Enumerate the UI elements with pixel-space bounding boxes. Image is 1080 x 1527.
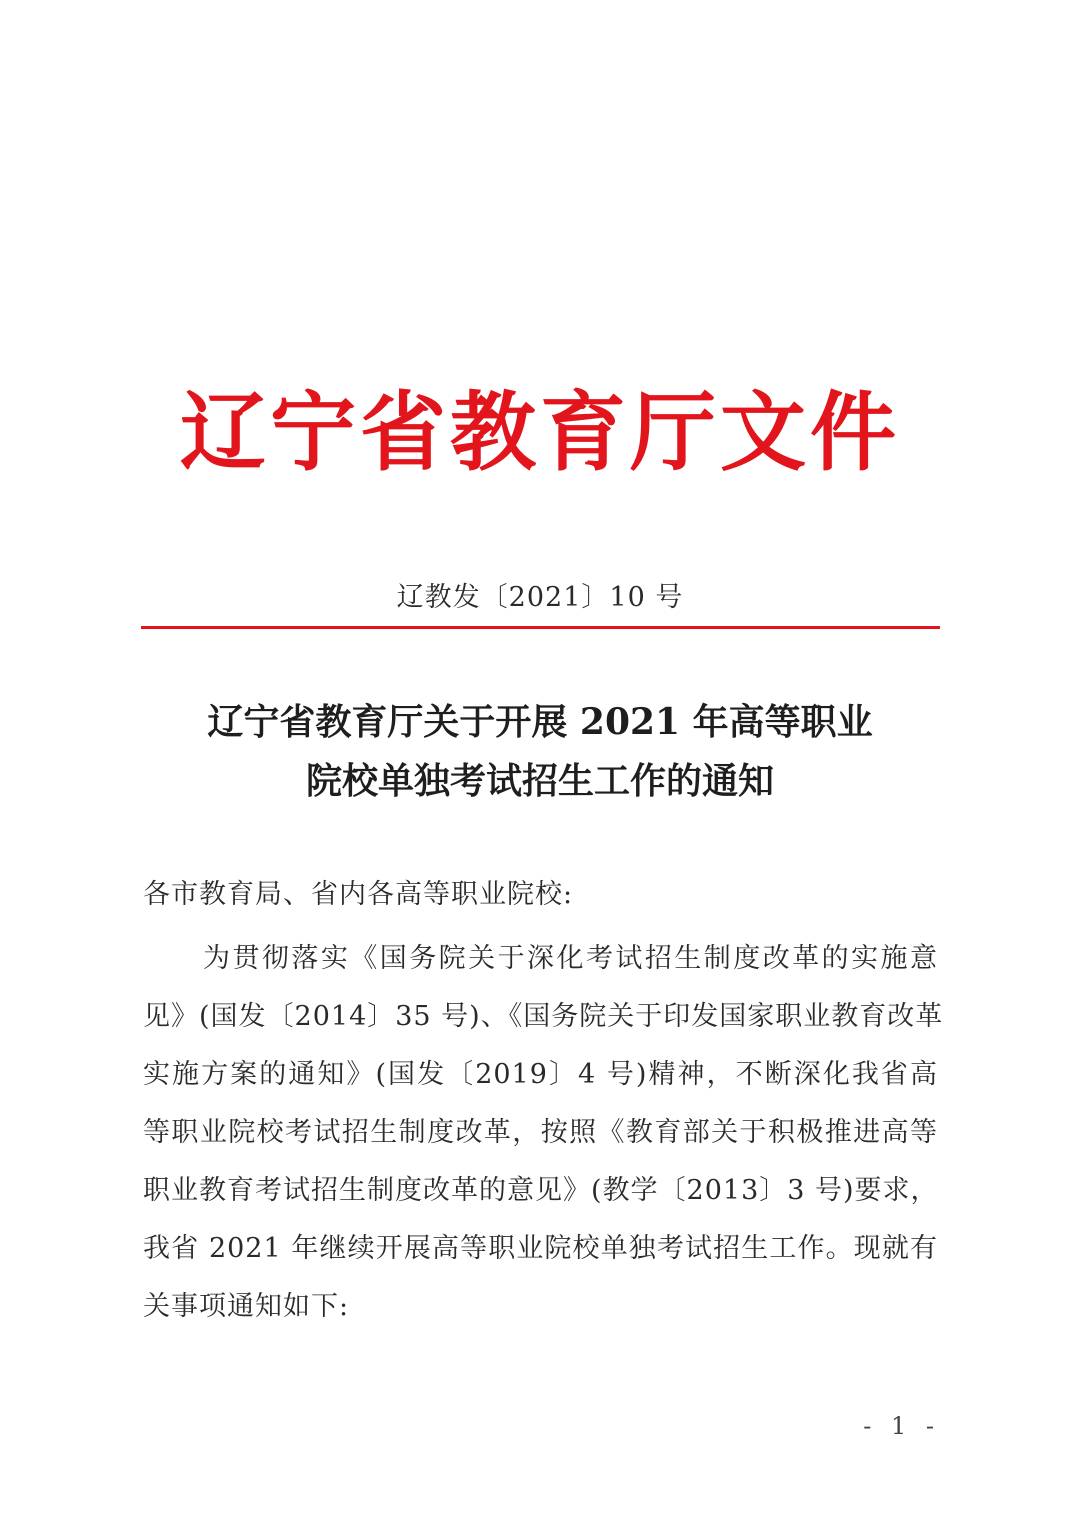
masthead-title: 辽宁省教育厅文件	[180, 382, 900, 483]
red-divider-line	[141, 626, 940, 629]
body-line: 我省 2021 年继续开展高等职业院校单独考试招生工作。现就有	[143, 1233, 938, 1264]
notice-title	[140, 693, 940, 811]
body-line: 等职业院校考试招生制度改革，按照《教育部关于积极推进高等	[143, 1117, 938, 1148]
page-number: - 1 -	[863, 1412, 940, 1440]
body-line: 关事项通知如下:	[143, 1291, 350, 1322]
document-number: 辽教发〔2021〕10 号	[396, 582, 684, 613]
body-line: 职业教育考试招生制度改革的意见》(教学〔2013〕3 号)要求，	[143, 1175, 939, 1206]
salutation: 各市教育局、省内各高等职业院校:	[143, 879, 574, 910]
body-line: 为贯彻落实《国务院关于深化考试招生制度改革的实施意	[203, 943, 938, 974]
body-line: 见》(国发〔2014〕35 号)、《国务院关于印发国家职业教育改革	[143, 1001, 944, 1032]
body-line: 实施方案的通知》(国发〔2019〕4 号)精神，不断深化我省高	[143, 1059, 938, 1090]
notice-title-line-2: 院校单独考试招生工作的通知	[305, 760, 774, 802]
notice-title-line-1: 辽宁省教育厅关于开展 2021 年高等职业	[207, 701, 873, 743]
body-paragraph	[143, 930, 944, 1336]
